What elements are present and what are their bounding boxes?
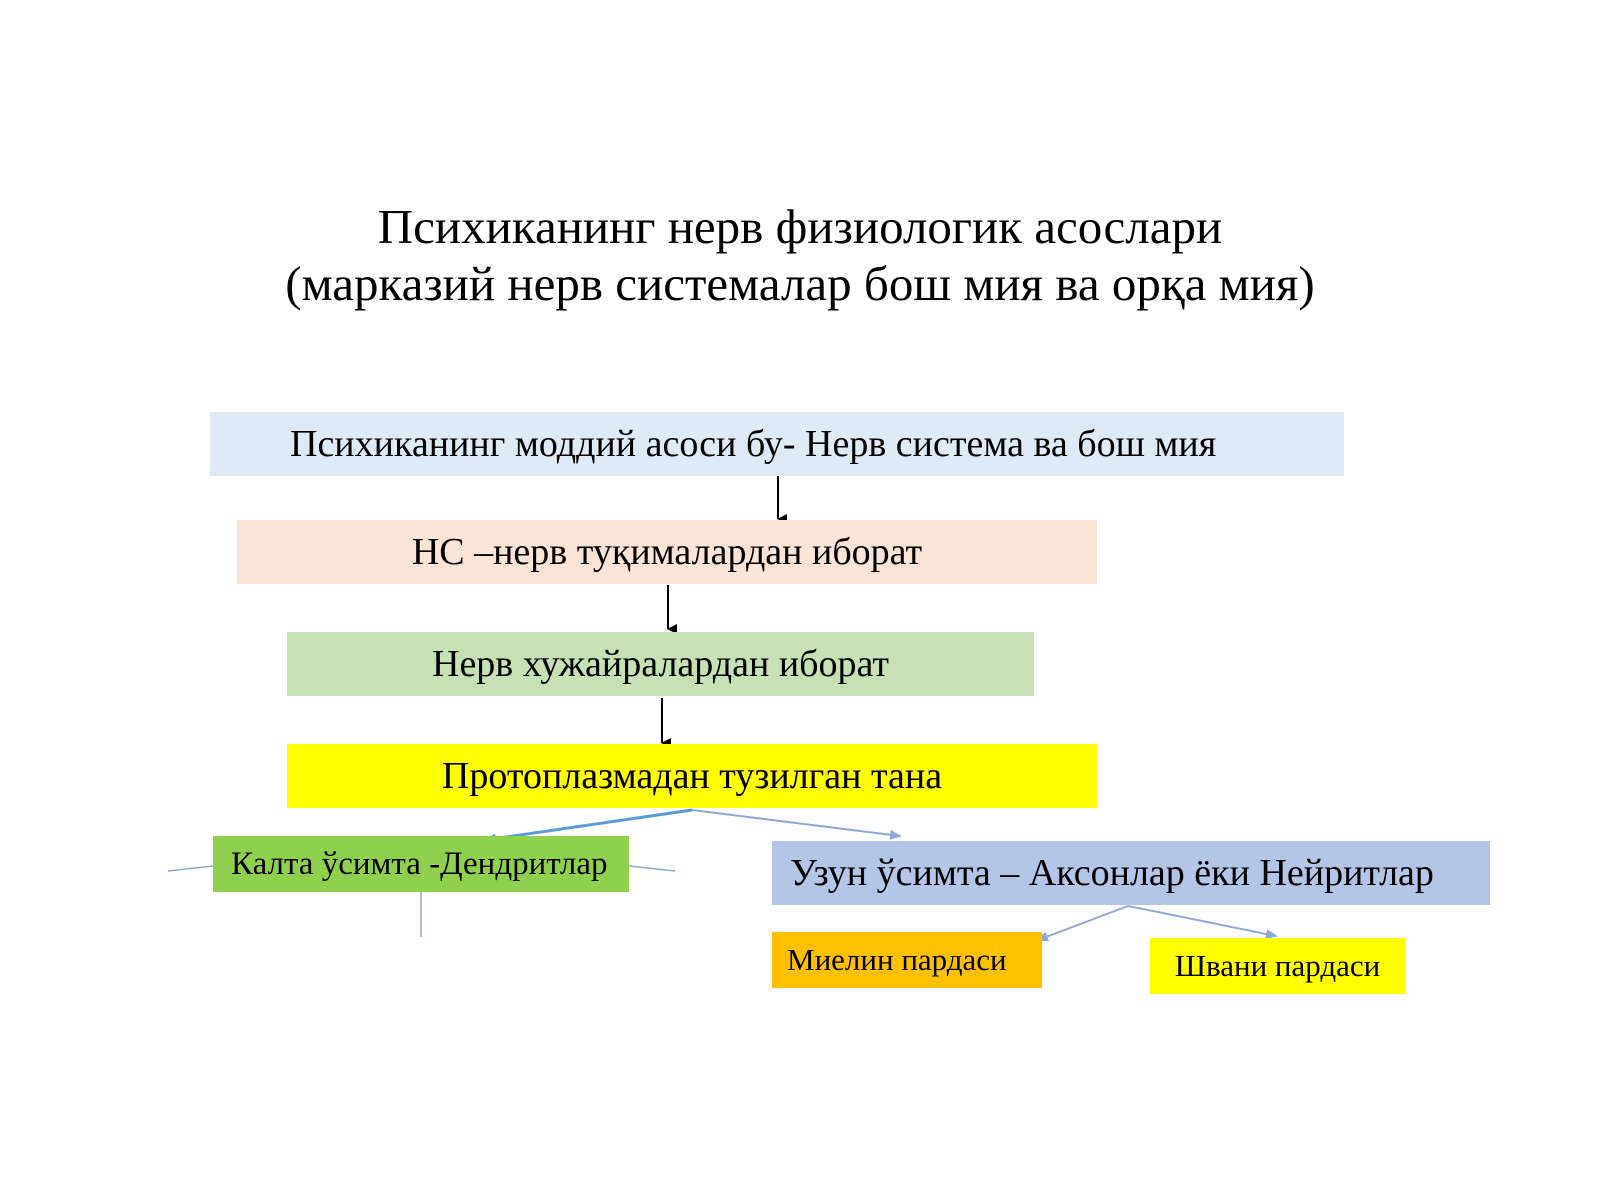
node-schwann-sheath [1150,938,1405,994]
node-root-label: Психиканинг моддий асоси бу- Нерв система ва бош мия [290,423,1217,465]
node-root [210,412,1344,476]
node-dendrites [213,836,629,892]
dendrite-branch-left [168,866,213,871]
node-myelin-sheath [772,932,1042,988]
node-schwann-sheath-label: Швани пардаси [1174,948,1381,983]
arrow-axons-to-myelin [1038,906,1128,940]
node-protoplasm-body [287,744,1097,808]
node-nervous-tissue [237,520,1097,584]
page-title-line-1: Психиканинг нерв физиологик асослари [377,199,1223,254]
arrow-proto-to-axons [692,810,900,836]
page-title-line-2: (марказий нерв системалар бош мия ва орқа мия) [285,256,1315,311]
node-nervous-tissue-label: НС –нерв туқималардан иборат [411,531,923,573]
node-myelin-sheath-label: Миелин пардаси [787,942,1007,977]
node-axons [772,841,1490,905]
dendrite-branch-right [629,866,675,871]
node-nerve-cells [287,632,1034,696]
node-protoplasm-body-label: Протоплазмадан тузилган тана [441,755,943,797]
node-axons-label: Узун ўсимта – Аксонлар ёки Нейритлар [790,852,1434,894]
arrow-axons-to-schwann [1128,906,1276,936]
node-nerve-cells-label: Нерв хужайралардан иборат [432,643,889,685]
node-dendrites-label: Калта ўсимта -Дендритлар [231,845,608,882]
